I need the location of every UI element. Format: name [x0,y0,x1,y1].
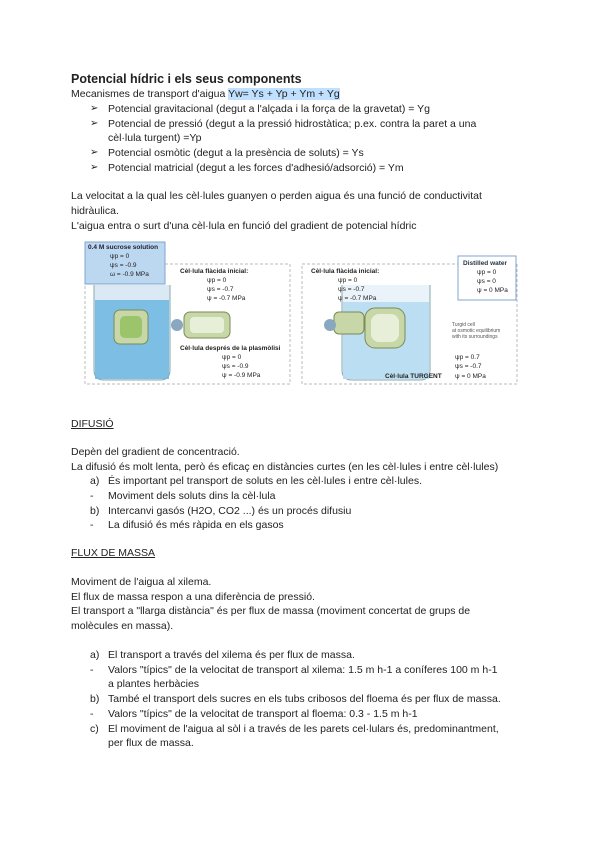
water-potential-formula: Yw= Ys + Yp + Ym + Yg [228,88,340,100]
plasmolysed-cell-line: ψp = 0 [222,354,242,361]
list-marker: a) [90,649,100,661]
component-item: Potencial de pressió (degut a la pressió hidrostàtica; p.ex. contra la paret a una [108,118,477,130]
section-heading-difusio: DIFUSIÓ [71,418,114,430]
plasmolysed-cell-line: ψs = -0.9 [222,363,249,370]
list-item-continued: per flux de massa. [108,737,194,749]
list-item: Intercanvi gasós (H2O, CO2 ...) és un procés difusiu [108,505,352,517]
list-item: És important pel transport de soluts en les cèl·lules i entre cèl·lules. [108,475,422,487]
water-line: ψp = 0 [477,269,497,276]
difusio-line: La difusió és molt lenta, però és eficaç en distàncies curtes (en les cèl·lules i entre cèl·lules) [71,461,499,473]
solution-title: 0.4 M sucrose solution [88,244,159,251]
arrow-bullet-icon: ➢ [90,103,99,114]
turgid-note-line: with its surroundings [452,334,498,340]
arrow-bullet-icon: ➢ [90,147,99,158]
initial-cell-line-right: ψ = -0.7 MPa [338,295,377,302]
solution-line: ψp = 0 [110,253,130,260]
plasmolysed-cell-line: ψ = -0.9 MPa [222,372,261,379]
solution-line: ψs = -0.9 [110,262,137,269]
initial-cell-line: ψs = -0.7 [207,286,234,293]
intro-line [71,88,340,100]
initial-cell-line-right: ψs = -0.7 [338,286,365,293]
turgent-cell-label: Cèl·lula TURGENT [385,373,442,380]
component-item-continued: cèl·lula turgent) =Yp [108,132,202,144]
list-marker: b) [90,693,100,705]
list-marker: c) [90,723,99,735]
list-item: El transport a través del xilema és per flux de massa. [108,649,355,661]
water-title: Distilled water [463,260,508,267]
arrow-bullet-icon: ➢ [90,118,99,129]
difusio-line: Depèn del gradient de concentració. [71,446,240,458]
plasmolysed-cell-title: Cèl·lula després de la plasmòlisi [180,345,281,352]
list-item: Moviment dels soluts dins la cèl·lula [108,490,276,502]
turgid-cell-line: ψ = 0 MPa [455,373,486,380]
list-item-continued: a plantes herbàcies [108,678,200,690]
paragraph-line: La velocitat a la qual les cèl·lules guanyen o perden aigua és una funció de conductivitat [71,190,482,202]
initial-cell-line-right: ψp = 0 [338,277,358,284]
initial-cell-title-right: Cèl·lula flàcida inicial: [311,268,380,275]
initial-cell-line: ψp = 0 [207,277,227,284]
component-item: Potencial matricial (degut a les forces d'adhesió/adsorció) = Ym [108,162,404,174]
flux-line: Moviment de l'aigua al xilema. [71,576,212,588]
flaccid-cell-icon [171,312,230,338]
list-item: Valors "típics" de la velocitat de transport al xilema: 1.5 m h-1 a coníferes 100 m h-1 [108,664,498,676]
turgid-cell-line: ψs = -0.7 [455,363,482,370]
osmosis-figure [80,240,520,386]
list-item: La difusió és més ràpida en els gasos [108,519,284,531]
left-beaker-icon [94,285,170,380]
paragraph-line: hidràulica. [71,205,119,217]
flux-line: El flux de massa respon a una diferència de pressió. [71,591,315,603]
arrow-bullet-icon: ➢ [90,162,99,173]
water-line: ψs = 0 [477,278,496,285]
solution-line: ω = -0.9 MPa [110,271,149,278]
list-marker: - [90,490,94,502]
page-title: Potencial hídric i els seus components [71,72,302,86]
flaccid-cell-icon [324,312,364,334]
list-marker: - [90,708,94,720]
paragraph-line: L'aigua entra o surt d'una cèl·lula en funció del gradient de potencial hídric [71,220,417,232]
turgid-note-line: Turgid cell [452,322,475,328]
list-marker: - [90,664,94,676]
turgid-cell-line: ψp = 0.7 [455,354,480,361]
turgid-note-line: at osmotic equilibrium [452,328,501,334]
list-item: També el transport dels sucres en els tubs cribosos del floema és per flux de massa. [108,693,501,705]
initial-cell-line: ψ = -0.7 MPa [207,295,246,302]
list-marker: - [90,519,94,531]
water-line: ψ = 0 MPa [477,287,508,294]
initial-cell-title: Cèl·lula flàcida inicial: [180,268,249,275]
list-item: Valors "típics" de la velocitat de transport al floema: 0.3 - 1.5 m h-1 [108,708,418,720]
intro-prefix: Mecanismes de transport d'aigua [71,88,229,100]
list-item: El moviment de l'aigua al sòl i a través de les parets cel·lulars és, predominantment, [108,723,499,735]
flux-line: El transport a "llarga distància" és per flux de massa (moviment concertat de grups de [71,605,471,617]
component-item: Potencial gravitacional (degut a l'alçada i la força de la gravetat) = Yg [108,103,430,115]
section-heading-flux: FLUX DE MASSA [71,547,156,559]
list-marker: b) [90,505,100,517]
list-marker: a) [90,475,100,487]
component-item: Potencial osmòtic (degut a la presència de soluts) = Ys [108,147,364,159]
flux-line: molècules en massa). [71,620,174,632]
